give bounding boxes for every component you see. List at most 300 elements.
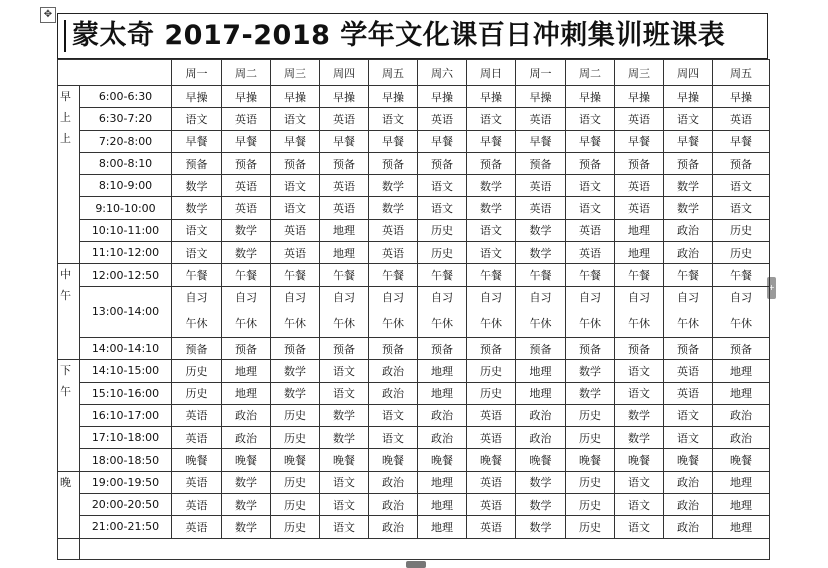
class-cell: 英语 bbox=[369, 242, 418, 264]
period-char: 晚 bbox=[60, 475, 71, 489]
class-cell: 数学 bbox=[320, 427, 369, 449]
class-cell: 地理 bbox=[615, 242, 664, 264]
class-cell: 数学 bbox=[516, 516, 566, 538]
class-entry: 午休 bbox=[579, 316, 601, 330]
day-header: 周日 bbox=[467, 60, 516, 86]
class-cell: 数学 bbox=[172, 175, 222, 197]
class-cell: 早操 bbox=[566, 86, 615, 108]
class-cell: 午餐 bbox=[172, 264, 222, 286]
class-cell: 语文 bbox=[271, 108, 320, 130]
class-entry: 自习 bbox=[382, 290, 404, 304]
class-cell: 英语 bbox=[467, 494, 516, 516]
class-cell: 早餐 bbox=[615, 130, 664, 152]
class-cell: 英语 bbox=[664, 360, 713, 382]
class-cell: 英语 bbox=[320, 197, 369, 219]
period-char: 上 bbox=[60, 111, 71, 124]
class-cell: 语文 bbox=[566, 175, 615, 197]
time-slot: 6:30-7:20 bbox=[80, 108, 172, 130]
class-cell bbox=[467, 286, 516, 337]
class-cell: 地理 bbox=[713, 516, 770, 538]
class-cell: 地理 bbox=[222, 360, 271, 382]
class-cell: 午餐 bbox=[418, 264, 467, 286]
class-cell: 晚餐 bbox=[222, 449, 271, 471]
class-cell: 预备 bbox=[172, 337, 222, 359]
table-row bbox=[58, 108, 770, 130]
time-slot: 6:00-6:30 bbox=[80, 86, 172, 108]
class-entry: 午休 bbox=[284, 316, 306, 330]
class-cell: 语文 bbox=[664, 404, 713, 426]
time-slot: 15:10-16:00 bbox=[80, 382, 172, 404]
class-cell: 预备 bbox=[713, 337, 770, 359]
class-cell: 午餐 bbox=[467, 264, 516, 286]
period-label bbox=[58, 360, 80, 471]
table-row bbox=[58, 242, 770, 264]
class-cell: 预备 bbox=[566, 152, 615, 174]
class-cell: 数学 bbox=[222, 242, 271, 264]
class-cell: 早餐 bbox=[320, 130, 369, 152]
period-char: 下 bbox=[60, 364, 71, 378]
table-row bbox=[58, 152, 770, 174]
class-cell: 晚餐 bbox=[615, 449, 664, 471]
class-cell: 数学 bbox=[467, 197, 516, 219]
class-entry: 自习 bbox=[185, 290, 208, 304]
class-cell: 数学 bbox=[516, 494, 566, 516]
class-cell: 预备 bbox=[418, 337, 467, 359]
class-entry: 自习 bbox=[628, 290, 650, 304]
period-label bbox=[58, 471, 80, 538]
class-cell bbox=[320, 286, 369, 337]
class-cell: 语文 bbox=[369, 427, 418, 449]
table-row bbox=[58, 219, 770, 241]
class-cell: 英语 bbox=[172, 516, 222, 538]
class-cell: 历史 bbox=[172, 382, 222, 404]
class-cell: 政治 bbox=[713, 427, 770, 449]
class-cell: 预备 bbox=[516, 152, 566, 174]
class-cell: 午餐 bbox=[222, 264, 271, 286]
table-resize-handle[interactable]: + bbox=[767, 277, 776, 299]
class-cell: 午餐 bbox=[713, 264, 770, 286]
class-cell: 早餐 bbox=[467, 130, 516, 152]
class-cell: 早操 bbox=[418, 86, 467, 108]
class-cell: 地理 bbox=[222, 382, 271, 404]
class-cell: 英语 bbox=[615, 175, 664, 197]
class-cell: 晚餐 bbox=[566, 449, 615, 471]
class-cell: 数学 bbox=[222, 219, 271, 241]
class-cell: 英语 bbox=[271, 242, 320, 264]
class-entry: 午休 bbox=[480, 316, 502, 330]
class-cell: 历史 bbox=[418, 242, 467, 264]
class-cell: 语文 bbox=[615, 382, 664, 404]
class-cell: 数学 bbox=[664, 197, 713, 219]
class-cell bbox=[271, 286, 320, 337]
class-cell: 预备 bbox=[172, 152, 222, 174]
class-cell: 数学 bbox=[172, 197, 222, 219]
class-cell: 数学 bbox=[271, 382, 320, 404]
class-cell bbox=[418, 286, 467, 337]
class-cell: 历史 bbox=[271, 516, 320, 538]
schedule-table bbox=[57, 59, 770, 560]
class-cell: 英语 bbox=[467, 471, 516, 493]
text-cursor bbox=[64, 20, 66, 52]
class-cell: 早餐 bbox=[418, 130, 467, 152]
table-row bbox=[58, 516, 770, 538]
class-cell: 英语 bbox=[467, 427, 516, 449]
class-cell: 数学 bbox=[467, 175, 516, 197]
class-cell: 晚餐 bbox=[516, 449, 566, 471]
period-char: 午 bbox=[60, 289, 71, 303]
class-cell: 晚餐 bbox=[271, 449, 320, 471]
class-cell: 语文 bbox=[615, 494, 664, 516]
time-slot: 10:10-11:00 bbox=[80, 219, 172, 241]
class-cell: 政治 bbox=[369, 360, 418, 382]
time-slot: 7:20-8:00 bbox=[80, 130, 172, 152]
table-row bbox=[58, 130, 770, 152]
day-header: 周五 bbox=[369, 60, 418, 86]
class-cell: 英语 bbox=[222, 175, 271, 197]
class-cell: 早餐 bbox=[172, 130, 222, 152]
class-cell: 英语 bbox=[172, 427, 222, 449]
class-cell: 语文 bbox=[172, 219, 222, 241]
class-cell: 英语 bbox=[467, 404, 516, 426]
class-cell: 早操 bbox=[172, 86, 222, 108]
period-char: 早 bbox=[60, 90, 71, 103]
class-cell: 预备 bbox=[615, 337, 664, 359]
class-cell: 政治 bbox=[369, 382, 418, 404]
class-cell: 英语 bbox=[172, 471, 222, 493]
class-entry: 午休 bbox=[333, 316, 355, 330]
class-cell: 早操 bbox=[467, 86, 516, 108]
class-cell: 政治 bbox=[516, 427, 566, 449]
time-slot: 11:10-12:00 bbox=[80, 242, 172, 264]
table-row bbox=[58, 86, 770, 108]
class-entry: 自习 bbox=[677, 290, 699, 304]
class-cell: 预备 bbox=[516, 337, 566, 359]
time-slot: 18:00-18:50 bbox=[80, 449, 172, 471]
class-cell: 政治 bbox=[418, 404, 467, 426]
class-cell bbox=[664, 286, 713, 337]
class-cell: 语文 bbox=[172, 108, 222, 130]
table-row bbox=[58, 404, 770, 426]
class-cell: 语文 bbox=[467, 219, 516, 241]
class-cell: 预备 bbox=[418, 152, 467, 174]
class-cell: 英语 bbox=[320, 175, 369, 197]
time-slot: 19:00-19:50 bbox=[80, 471, 172, 493]
class-cell: 历史 bbox=[271, 471, 320, 493]
table-row bbox=[58, 175, 770, 197]
class-cell: 预备 bbox=[222, 152, 271, 174]
class-cell: 政治 bbox=[418, 427, 467, 449]
class-cell: 午餐 bbox=[369, 264, 418, 286]
period-label bbox=[58, 264, 80, 360]
class-cell: 地理 bbox=[320, 219, 369, 241]
table-row bbox=[58, 538, 770, 559]
period-label bbox=[58, 86, 80, 264]
empty-cell bbox=[58, 538, 80, 559]
class-cell: 午餐 bbox=[615, 264, 664, 286]
day-header: 周三 bbox=[615, 60, 664, 86]
class-cell: 地理 bbox=[418, 382, 467, 404]
class-cell: 历史 bbox=[566, 494, 615, 516]
class-cell: 预备 bbox=[713, 152, 770, 174]
title-text: 蒙太奇 2017-2018 学年文化课百日冲刺集训班课表 bbox=[72, 20, 726, 51]
period-char: 午 bbox=[60, 385, 71, 399]
class-cell: 语文 bbox=[271, 175, 320, 197]
class-cell: 语文 bbox=[467, 242, 516, 264]
class-cell: 历史 bbox=[172, 360, 222, 382]
class-cell: 语文 bbox=[320, 360, 369, 382]
table-row bbox=[58, 382, 770, 404]
table-move-handle[interactable]: ✥ bbox=[40, 7, 56, 23]
class-cell: 地理 bbox=[418, 360, 467, 382]
time-slot: 13:00-14:00 bbox=[80, 286, 172, 337]
class-entry: 午休 bbox=[235, 316, 257, 330]
class-cell: 历史 bbox=[713, 219, 770, 241]
class-cell: 语文 bbox=[615, 516, 664, 538]
class-cell: 语文 bbox=[271, 197, 320, 219]
table-row bbox=[58, 337, 770, 359]
class-entry: 自习 bbox=[529, 290, 552, 304]
table-row bbox=[58, 494, 770, 516]
time-slot: 9:10-10:00 bbox=[80, 197, 172, 219]
class-cell: 历史 bbox=[566, 404, 615, 426]
class-cell: 语文 bbox=[320, 471, 369, 493]
class-cell: 英语 bbox=[566, 242, 615, 264]
class-entry: 自习 bbox=[431, 290, 453, 304]
class-cell: 早餐 bbox=[222, 130, 271, 152]
class-cell: 政治 bbox=[664, 219, 713, 241]
class-cell: 语文 bbox=[566, 108, 615, 130]
day-header: 周一 bbox=[516, 60, 566, 86]
class-cell: 早餐 bbox=[369, 130, 418, 152]
table-bottom-handle[interactable] bbox=[406, 561, 426, 568]
class-entry: 午休 bbox=[677, 316, 699, 330]
class-cell: 英语 bbox=[172, 494, 222, 516]
class-cell: 语文 bbox=[467, 108, 516, 130]
class-cell: 政治 bbox=[222, 427, 271, 449]
class-cell: 地理 bbox=[516, 360, 566, 382]
class-cell: 政治 bbox=[369, 494, 418, 516]
class-cell: 历史 bbox=[566, 427, 615, 449]
time-slot: 17:10-18:00 bbox=[80, 427, 172, 449]
class-cell: 英语 bbox=[222, 197, 271, 219]
class-cell: 晚餐 bbox=[172, 449, 222, 471]
class-cell: 数学 bbox=[320, 404, 369, 426]
class-cell: 英语 bbox=[516, 197, 566, 219]
class-cell: 预备 bbox=[369, 152, 418, 174]
class-cell: 数学 bbox=[369, 175, 418, 197]
day-header: 周二 bbox=[566, 60, 615, 86]
class-cell: 语文 bbox=[418, 197, 467, 219]
class-cell: 地理 bbox=[418, 516, 467, 538]
class-cell: 政治 bbox=[664, 494, 713, 516]
class-cell: 历史 bbox=[467, 360, 516, 382]
class-cell: 政治 bbox=[664, 516, 713, 538]
class-cell: 数学 bbox=[615, 404, 664, 426]
class-cell: 英语 bbox=[516, 108, 566, 130]
class-entry: 午休 bbox=[628, 316, 650, 330]
class-cell: 语文 bbox=[615, 471, 664, 493]
class-cell: 语文 bbox=[615, 360, 664, 382]
class-cell: 地理 bbox=[713, 360, 770, 382]
class-cell: 晚餐 bbox=[713, 449, 770, 471]
day-header: 周三 bbox=[271, 60, 320, 86]
class-cell: 地理 bbox=[713, 382, 770, 404]
class-cell: 地理 bbox=[615, 219, 664, 241]
class-cell: 早餐 bbox=[713, 130, 770, 152]
class-cell: 地理 bbox=[516, 382, 566, 404]
class-cell: 历史 bbox=[271, 494, 320, 516]
table-row bbox=[58, 286, 770, 337]
class-cell: 英语 bbox=[566, 219, 615, 241]
class-cell: 数学 bbox=[566, 382, 615, 404]
class-cell: 晚餐 bbox=[664, 449, 713, 471]
class-cell: 预备 bbox=[664, 337, 713, 359]
class-cell: 数学 bbox=[615, 427, 664, 449]
class-cell: 历史 bbox=[271, 404, 320, 426]
period-char: 中 bbox=[60, 268, 71, 282]
class-cell: 数学 bbox=[222, 471, 271, 493]
class-cell: 午餐 bbox=[566, 264, 615, 286]
class-entry: 自习 bbox=[480, 290, 502, 304]
class-cell: 预备 bbox=[271, 337, 320, 359]
class-cell: 晚餐 bbox=[418, 449, 467, 471]
class-cell: 早操 bbox=[713, 86, 770, 108]
class-cell: 数学 bbox=[566, 360, 615, 382]
class-cell: 早餐 bbox=[664, 130, 713, 152]
class-cell: 预备 bbox=[320, 337, 369, 359]
day-header: 周五 bbox=[713, 60, 770, 86]
class-cell: 数学 bbox=[369, 197, 418, 219]
class-cell: 地理 bbox=[418, 471, 467, 493]
table-row bbox=[58, 360, 770, 382]
class-cell: 数学 bbox=[664, 175, 713, 197]
class-cell bbox=[615, 286, 664, 337]
time-slot: 12:00-12:50 bbox=[80, 264, 172, 286]
class-cell: 早餐 bbox=[271, 130, 320, 152]
class-cell: 语文 bbox=[418, 175, 467, 197]
class-cell: 英语 bbox=[467, 516, 516, 538]
class-cell: 早操 bbox=[320, 86, 369, 108]
class-cell: 历史 bbox=[271, 427, 320, 449]
class-cell bbox=[172, 286, 222, 337]
header-blank-cell bbox=[58, 60, 172, 86]
class-cell: 语文 bbox=[566, 197, 615, 219]
class-cell: 语文 bbox=[369, 404, 418, 426]
class-cell: 语文 bbox=[320, 494, 369, 516]
class-cell: 数学 bbox=[222, 494, 271, 516]
class-cell: 语文 bbox=[664, 108, 713, 130]
day-header: 周六 bbox=[418, 60, 467, 86]
time-slot: 14:00-14:10 bbox=[80, 337, 172, 359]
class-cell: 英语 bbox=[615, 108, 664, 130]
class-cell: 政治 bbox=[516, 404, 566, 426]
class-cell: 预备 bbox=[369, 337, 418, 359]
class-cell: 晚餐 bbox=[369, 449, 418, 471]
class-cell: 早餐 bbox=[516, 130, 566, 152]
class-cell: 数学 bbox=[516, 219, 566, 241]
class-entry: 午休 bbox=[730, 316, 752, 330]
class-cell bbox=[566, 286, 615, 337]
class-entry: 午休 bbox=[529, 316, 552, 330]
class-cell: 英语 bbox=[172, 404, 222, 426]
class-cell bbox=[516, 286, 566, 337]
time-slot: 20:00-20:50 bbox=[80, 494, 172, 516]
class-cell: 预备 bbox=[467, 337, 516, 359]
class-cell: 语文 bbox=[713, 175, 770, 197]
class-cell: 政治 bbox=[713, 404, 770, 426]
class-cell: 数学 bbox=[222, 516, 271, 538]
empty-cell bbox=[80, 538, 770, 559]
period-char: 上 bbox=[60, 132, 71, 145]
class-cell: 英语 bbox=[418, 108, 467, 130]
class-cell: 地理 bbox=[713, 494, 770, 516]
class-cell: 英语 bbox=[222, 108, 271, 130]
class-cell: 预备 bbox=[320, 152, 369, 174]
class-cell: 英语 bbox=[615, 197, 664, 219]
table-row bbox=[58, 471, 770, 493]
class-entry: 自习 bbox=[333, 290, 355, 304]
class-cell: 早操 bbox=[664, 86, 713, 108]
class-cell: 晚餐 bbox=[320, 449, 369, 471]
class-cell: 历史 bbox=[713, 242, 770, 264]
class-cell: 历史 bbox=[467, 382, 516, 404]
day-header: 周一 bbox=[172, 60, 222, 86]
time-slot: 21:00-21:50 bbox=[80, 516, 172, 538]
class-cell: 语文 bbox=[369, 108, 418, 130]
class-cell: 午餐 bbox=[320, 264, 369, 286]
page-title bbox=[57, 13, 768, 59]
class-cell: 政治 bbox=[664, 242, 713, 264]
class-entry: 自习 bbox=[284, 290, 306, 304]
class-cell: 预备 bbox=[664, 152, 713, 174]
class-entry: 午休 bbox=[382, 316, 404, 330]
class-cell: 地理 bbox=[320, 242, 369, 264]
table-row bbox=[58, 449, 770, 471]
class-cell: 英语 bbox=[516, 175, 566, 197]
class-cell: 语文 bbox=[664, 427, 713, 449]
time-slot: 8:10-9:00 bbox=[80, 175, 172, 197]
class-cell: 早操 bbox=[615, 86, 664, 108]
class-cell: 早操 bbox=[271, 86, 320, 108]
class-entry: 午休 bbox=[185, 316, 208, 330]
class-cell: 数学 bbox=[271, 360, 320, 382]
class-entry: 自习 bbox=[235, 290, 257, 304]
class-cell: 政治 bbox=[222, 404, 271, 426]
class-cell bbox=[713, 286, 770, 337]
class-cell: 早餐 bbox=[566, 130, 615, 152]
class-cell: 早操 bbox=[369, 86, 418, 108]
time-slot: 8:00-8:10 bbox=[80, 152, 172, 174]
class-cell: 政治 bbox=[369, 516, 418, 538]
class-cell: 英语 bbox=[713, 108, 770, 130]
class-cell: 语文 bbox=[172, 242, 222, 264]
class-cell: 预备 bbox=[271, 152, 320, 174]
class-cell: 预备 bbox=[222, 337, 271, 359]
class-cell: 预备 bbox=[467, 152, 516, 174]
class-cell: 英语 bbox=[271, 219, 320, 241]
class-cell: 晚餐 bbox=[467, 449, 516, 471]
class-cell: 午餐 bbox=[664, 264, 713, 286]
class-cell: 政治 bbox=[664, 471, 713, 493]
time-slot: 14:10-15:00 bbox=[80, 360, 172, 382]
class-cell bbox=[369, 286, 418, 337]
day-header: 周四 bbox=[664, 60, 713, 86]
class-cell: 午餐 bbox=[516, 264, 566, 286]
class-cell: 午餐 bbox=[271, 264, 320, 286]
class-cell: 语文 bbox=[320, 382, 369, 404]
class-entry: 午休 bbox=[431, 316, 453, 330]
class-cell: 英语 bbox=[320, 108, 369, 130]
